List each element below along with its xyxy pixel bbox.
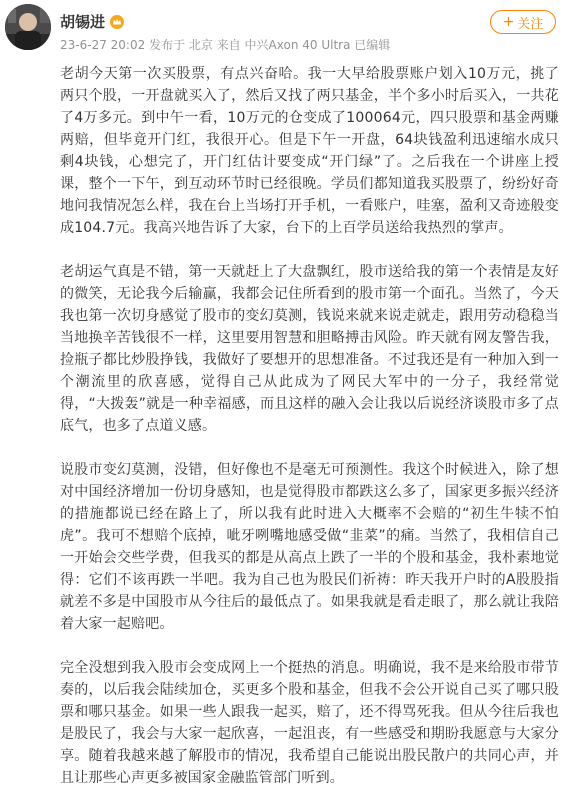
vip-crown-icon	[110, 14, 124, 28]
post-edited[interactable]: 已编辑	[354, 38, 391, 52]
post-paragraph: 老胡今天第一次买股票，有点兴奋哈。我一大早给股票账户划入10万元，挑了两只个股，一开盘就买入了，然后又找了两只基金，半个多小时后买入，一共花了4万多元。到中午一看，10万元的仓变成了100064元，四只股票和基金两赚两赔，但毕竟开门红，我很开心。但是下午一开盘，64块钱盈利迅速缩水成只剩4块钱，心想完了，开门红估计要变成“开门绿”了。之后我在一个讲座上授课，整个一下午，到互动环节时已经很晚。学员们都知道我买股票了，纷纷好奇地问我情况怎么样，我在台上当场打开手机，一看账户，哇塞，盈利又奇迹般变成104.7元。我高兴地告诉了大家，台下的上百学员送给我热烈的掌声。	[60, 66, 559, 236]
post-timestamp[interactable]: 23-6-27 20:02	[60, 38, 146, 52]
post-location: 发布于 北京	[149, 38, 213, 52]
plus-icon: +	[502, 14, 515, 30]
author-name[interactable]: 胡锡进	[60, 12, 106, 31]
post-meta	[60, 36, 390, 53]
author-row	[60, 10, 124, 32]
avatar[interactable]	[5, 4, 51, 50]
post-device: 来自 中兴Axon 40 Ultra	[216, 38, 351, 52]
post-paragraph: 老胡运气真是不错，第一天就赶上了大盘飘红，股市送给我的第一个表情是友好的微笑，无论我今后输赢，我都会记住所看到的股市第一个面孔。当然了，今天我也第一次切身感觉了股市的变幻莫测，钱说来就来说走就走，跟用劳动稳稳当当地换辛苦钱很不一样，这里要用智慧和胆略搏击风险。昨天就有网友警告我，捡瓶子都比炒股挣钱，我做好了要想开的思想准备。不过我还是有一种加入到一个潮流里的欣喜感，觉得自己从此成为了网民大军中的一分子，我经常觉得，“大拨轰”就是一种幸福感，而且这样的融入会让我以后说经济谈股市多了点底气，也多了点道义感。	[60, 264, 559, 434]
post-paragraph: 说股市变幻莫测，没错，但好像也不是毫无可预测性。我这个时候进入，除了想对中国经济增加一份切身感知，也是觉得股市都跌这么多了，国家更多振兴经济的措施都说已经在路上了，所以我有此时进入大概率不会赔的“初生牛犊不怕虎”。我可不想赔个底掉，呲牙咧嘴地感受做“韭菜”的痛。当然了，我相信自己一开始会交些学费，但我买的都是从高点上跌了一半的个股和基金，我朴素地觉得：它们不该再跌一半吧。我为自己也为股民们祈祷：昨天我开户时的A股股指就差不多是中国股市从今往后的最低点了。如果我就是看走眼了，那么就让我陪着大家一起赔吧。	[60, 462, 559, 632]
post-header	[0, 0, 571, 60]
post-paragraph: 完全没想到我入股市会变成网上一个挺热的消息。明确说，我不是来给股市带节奏的，以后我会陆续加仓，买更多个股和基金，但我不会公开说自己买了哪只股票和哪只基金。如果一些人跟我一起买，赔了，还不得骂死我。但从今往后我也是股民了，我会与大家一起欣喜，一起沮丧，有一些感受和期盼我愿意与大家分享。随着我越来越了解股市的情况，我希望自己能说出股民散户的共同心声，并且让那些心声更多被国家金融监管部门听到。	[60, 660, 559, 786]
follow-button[interactable]	[490, 10, 556, 34]
post-body	[60, 63, 559, 811]
follow-button-label: 关注	[517, 16, 544, 32]
